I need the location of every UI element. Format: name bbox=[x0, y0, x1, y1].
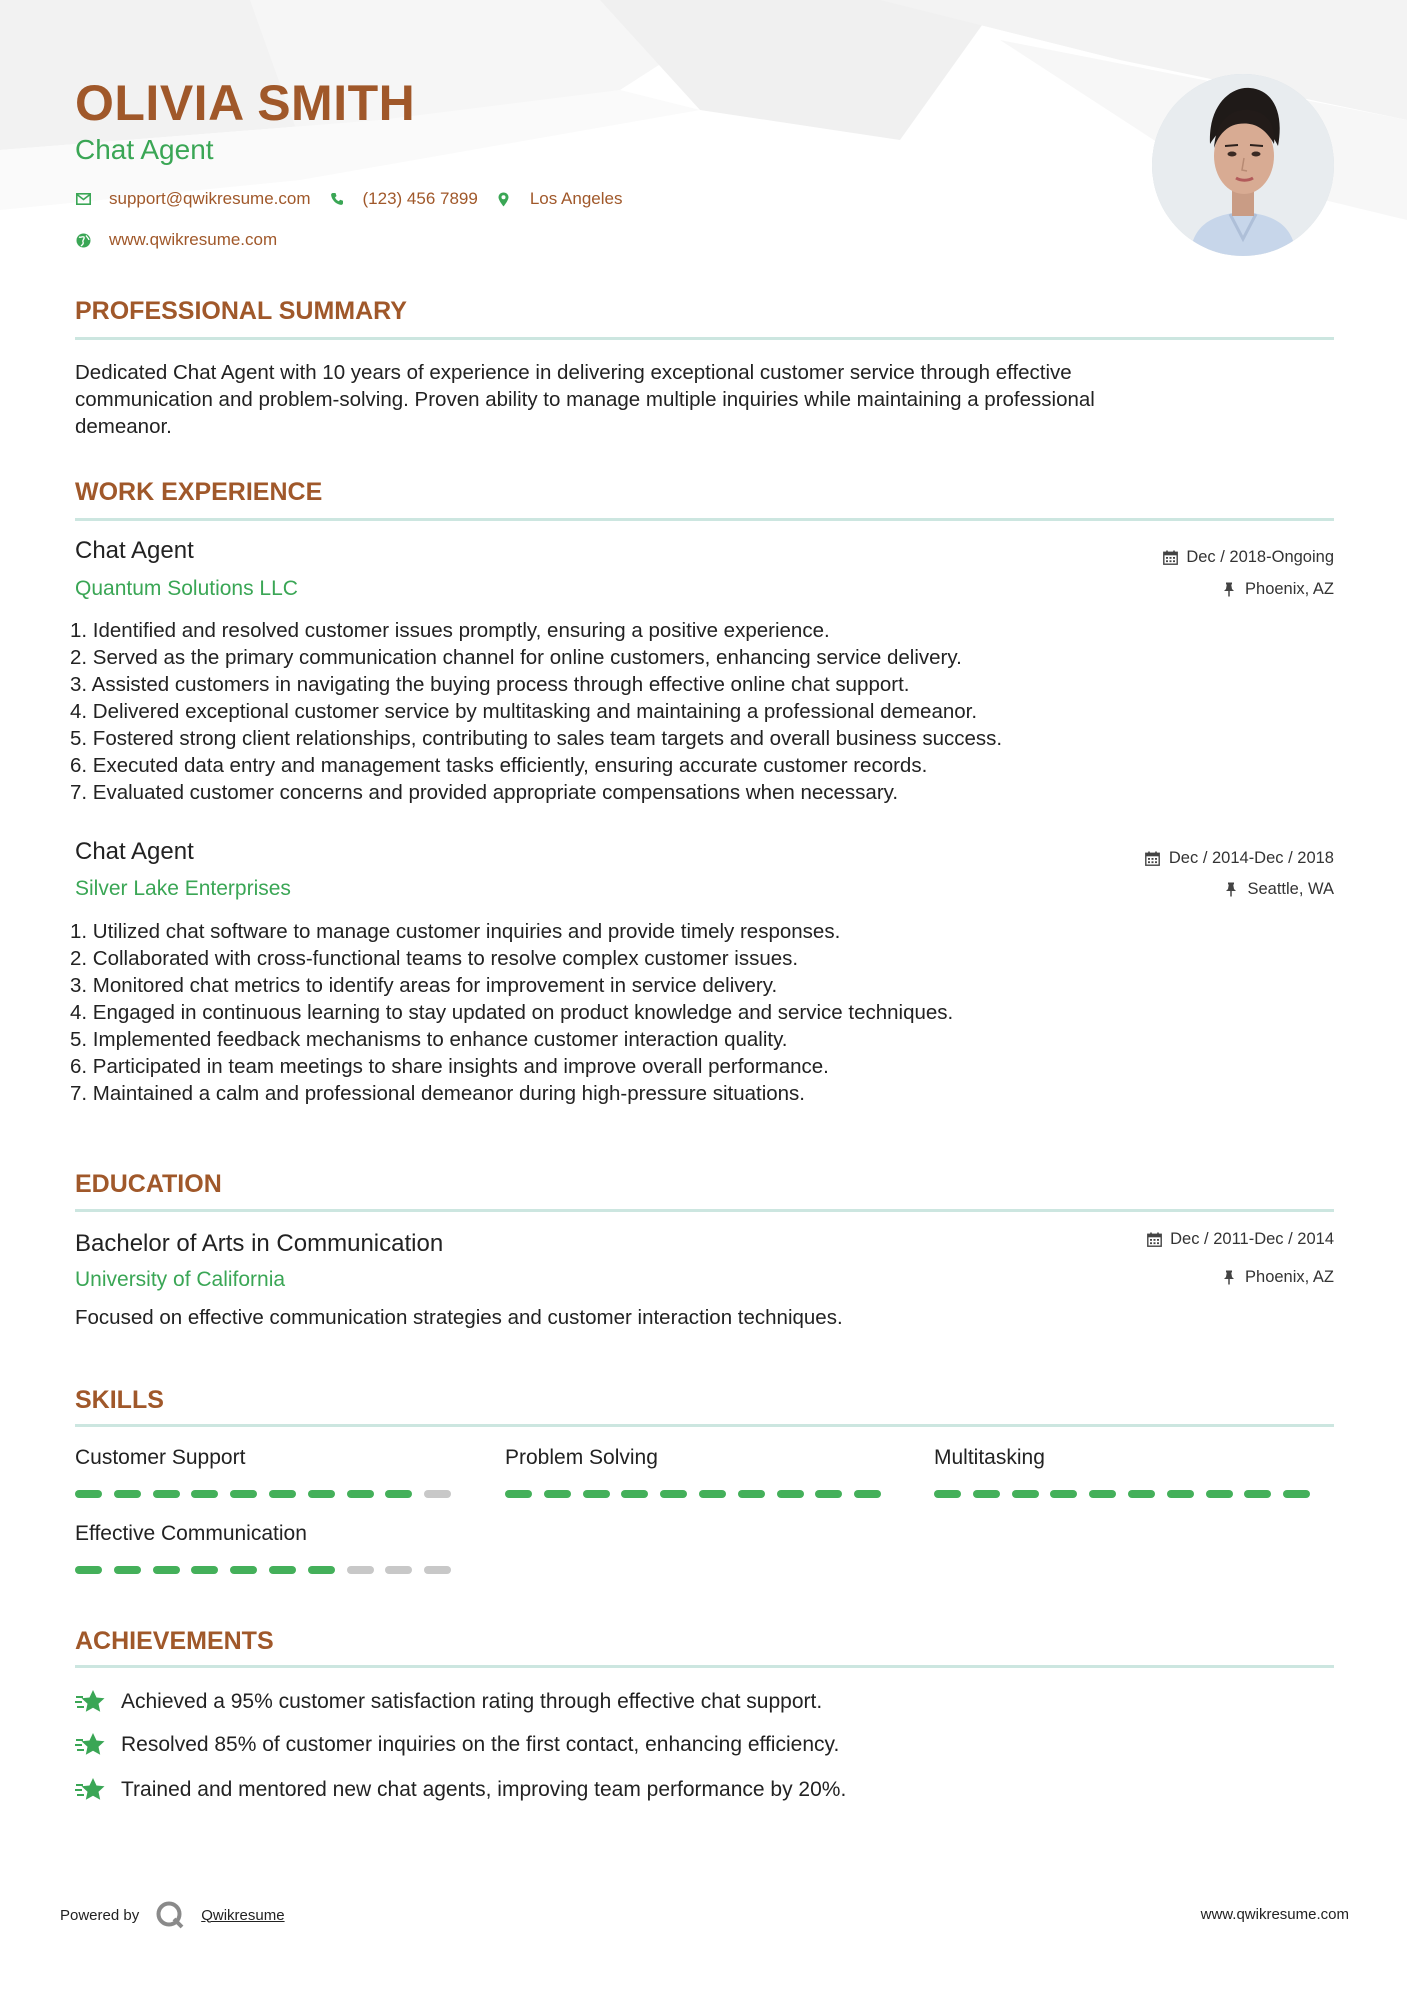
job-responsibilities bbox=[70, 617, 1329, 806]
star-icon bbox=[75, 1731, 107, 1759]
list-item: 6. Participated in team meetings to share insights and improve overall performance. bbox=[70, 1055, 829, 1078]
education-description: Focused on effective communication strategies and customer interaction techniques. bbox=[75, 1306, 843, 1329]
skill-level-bar bbox=[75, 1490, 463, 1498]
list-item: 1. Utilized chat software to manage customer inquiries and provide timely responses. bbox=[70, 920, 841, 943]
skill-item bbox=[505, 1446, 893, 1498]
location-text: Seattle, WA bbox=[1247, 880, 1334, 898]
skill-dash-filled bbox=[191, 1566, 218, 1574]
skill-dash-filled bbox=[1089, 1490, 1116, 1498]
envelope-icon bbox=[75, 191, 91, 207]
skill-dash-filled bbox=[269, 1566, 296, 1574]
skill-dash-filled bbox=[1128, 1490, 1155, 1498]
summary-line: demeanor. bbox=[75, 415, 172, 438]
calendar-icon bbox=[1146, 1232, 1162, 1248]
skill-dash-filled bbox=[621, 1490, 648, 1498]
star-icon bbox=[75, 1776, 107, 1804]
skill-dash-filled bbox=[114, 1490, 141, 1498]
job-company: Silver Lake Enterprises bbox=[75, 877, 291, 900]
section-divider bbox=[75, 1209, 1334, 1212]
skill-dash-empty bbox=[424, 1566, 451, 1574]
skill-dash-filled bbox=[1283, 1490, 1310, 1498]
achievement-item bbox=[75, 1731, 839, 1759]
list-item: 7. Maintained a calm and professional demeanor during high-pressure situations. bbox=[70, 1082, 806, 1105]
footer-website[interactable]: www.qwikresume.com bbox=[1200, 1906, 1349, 1923]
skill-dash-filled bbox=[114, 1566, 141, 1574]
list-item: 3. Assisted customers in navigating the buying process through effective online chat support. bbox=[70, 673, 910, 696]
skill-dash-filled bbox=[308, 1566, 335, 1574]
list-item: 4. Engaged in continuous learning to stay updated on product knowledge and service techniques. bbox=[70, 1001, 954, 1024]
pushpin-icon bbox=[1221, 582, 1237, 598]
skill-dash-filled bbox=[75, 1566, 102, 1574]
skill-dash-filled bbox=[1167, 1490, 1194, 1498]
job-responsibilities bbox=[70, 918, 1329, 1107]
contact-row-primary bbox=[75, 189, 640, 209]
skill-dash-empty bbox=[385, 1566, 412, 1574]
skill-label: Problem Solving bbox=[505, 1446, 658, 1469]
phone-icon bbox=[329, 191, 345, 207]
star-icon bbox=[75, 1688, 107, 1716]
list-item: 4. Delivered exceptional customer service by multitasking and maintaining a professional demeanor. bbox=[70, 700, 978, 723]
email-text: support@qwikresume.com bbox=[109, 189, 311, 208]
list-item: 1. Identified and resolved customer issues promptly, ensuring a positive experience. bbox=[70, 619, 830, 642]
skill-dash-filled bbox=[660, 1490, 687, 1498]
skill-dash-filled bbox=[191, 1490, 218, 1498]
summary-paragraph bbox=[75, 359, 1334, 440]
skill-label: Multitasking bbox=[934, 1446, 1045, 1469]
education-location bbox=[1221, 1268, 1334, 1287]
skill-dash-filled bbox=[973, 1490, 1000, 1498]
qwikresume-logo-icon bbox=[155, 1900, 185, 1930]
candidate-name: OLIVIA SMITH bbox=[75, 75, 416, 131]
achievement-text: Achieved a 95% customer satisfaction rating through effective chat support. bbox=[121, 1690, 823, 1713]
section-divider bbox=[75, 1424, 1334, 1427]
skill-item bbox=[934, 1446, 1322, 1498]
globe-icon bbox=[75, 232, 91, 248]
candidate-title: Chat Agent bbox=[75, 134, 214, 165]
achievement-item bbox=[75, 1688, 822, 1716]
summary-line: Dedicated Chat Agent with 10 years of experience in delivering exceptional customer service through effective bbox=[75, 361, 1072, 384]
qwikresume-link[interactable]: Qwikresume bbox=[201, 1906, 285, 1924]
dates-text: Dec / 2011-Dec / 2014 bbox=[1170, 1230, 1334, 1248]
skill-dash-filled bbox=[347, 1490, 374, 1498]
map-marker-icon bbox=[496, 191, 512, 207]
achievement-text: Resolved 85% of customer inquiries on the first contact, enhancing efficiency. bbox=[121, 1733, 840, 1756]
job-dates bbox=[1162, 548, 1334, 567]
skill-dash-filled bbox=[269, 1490, 296, 1498]
skill-dash-filled bbox=[308, 1490, 335, 1498]
footer-powered-by bbox=[60, 1900, 285, 1930]
education-dates bbox=[1146, 1230, 1334, 1249]
education-degree: Bachelor of Arts in Communication bbox=[75, 1230, 444, 1257]
achievement-item bbox=[75, 1776, 846, 1804]
skill-level-bar bbox=[75, 1566, 463, 1574]
location-text: Phoenix, AZ bbox=[1245, 580, 1334, 598]
pushpin-icon bbox=[1223, 882, 1239, 898]
list-item: 2. Collaborated with cross-functional teams to resolve complex customer issues. bbox=[70, 947, 799, 970]
skill-level-bar bbox=[505, 1490, 893, 1498]
list-item: 5. Implemented feedback mechanisms to enhance customer interaction quality. bbox=[70, 1028, 788, 1051]
phone-text: (123) 456 7899 bbox=[362, 189, 478, 208]
contact-website[interactable] bbox=[75, 230, 277, 250]
website-text: www.qwikresume.com bbox=[109, 230, 278, 249]
education-school: University of California bbox=[75, 1268, 286, 1291]
contact-location bbox=[496, 189, 623, 209]
skill-dash-filled bbox=[544, 1490, 571, 1498]
section-title-experience: WORK EXPERIENCE bbox=[75, 478, 323, 506]
skill-dash-filled bbox=[385, 1490, 412, 1498]
skill-dash-filled bbox=[854, 1490, 881, 1498]
job-dates bbox=[1145, 849, 1334, 868]
skill-dash-filled bbox=[153, 1490, 180, 1498]
skill-label: Customer Support bbox=[75, 1446, 246, 1469]
section-title-achievements: ACHIEVEMENTS bbox=[75, 1627, 274, 1655]
achievement-text: Trained and mentored new chat agents, improving team performance by 20%. bbox=[121, 1778, 847, 1801]
skill-label: Effective Communication bbox=[75, 1522, 307, 1545]
dates-text: Dec / 2018-Ongoing bbox=[1186, 548, 1334, 566]
skill-dash-filled bbox=[1050, 1490, 1077, 1498]
section-divider bbox=[75, 337, 1334, 340]
location-text: Los Angeles bbox=[529, 189, 623, 208]
skill-level-bar bbox=[934, 1490, 1322, 1498]
list-item: 5. Fostered strong client relationships, contributing to sales team targets and overall business success. bbox=[70, 727, 1003, 750]
profile-photo bbox=[1152, 74, 1334, 256]
section-divider bbox=[75, 1665, 1334, 1668]
job-company: Quantum Solutions LLC bbox=[75, 577, 298, 600]
skill-dash-filled bbox=[583, 1490, 610, 1498]
calendar-icon bbox=[1162, 550, 1178, 566]
skill-dash-filled bbox=[505, 1490, 532, 1498]
pushpin-icon bbox=[1221, 1270, 1237, 1286]
skill-dash-empty bbox=[424, 1490, 451, 1498]
skill-dash-empty bbox=[347, 1566, 374, 1574]
skill-dash-filled bbox=[738, 1490, 765, 1498]
job-location bbox=[1223, 880, 1334, 899]
contact-email[interactable] bbox=[75, 189, 311, 209]
powered-by-label: Powered by bbox=[60, 1906, 140, 1924]
job-title: Chat Agent bbox=[75, 838, 194, 865]
skill-dash-filled bbox=[230, 1490, 257, 1498]
skill-dash-filled bbox=[1244, 1490, 1271, 1498]
dates-text: Dec / 2014-Dec / 2018 bbox=[1168, 849, 1334, 867]
calendar-icon bbox=[1145, 851, 1161, 867]
skill-dash-filled bbox=[75, 1490, 102, 1498]
skill-dash-filled bbox=[777, 1490, 804, 1498]
section-title-summary: PROFESSIONAL SUMMARY bbox=[75, 297, 407, 325]
location-text: Phoenix, AZ bbox=[1245, 1268, 1334, 1286]
skill-dash-filled bbox=[230, 1566, 257, 1574]
job-title: Chat Agent bbox=[75, 537, 194, 564]
skill-item bbox=[75, 1522, 463, 1574]
list-item: 6. Executed data entry and management tasks efficiently, ensuring accurate customer records. bbox=[70, 754, 928, 777]
skill-item bbox=[75, 1446, 463, 1498]
list-item: 2. Served as the primary communication channel for online customers, enhancing service delivery. bbox=[70, 646, 962, 669]
list-item: 7. Evaluated customer concerns and provided appropriate compensations when necessary. bbox=[70, 781, 899, 804]
job-location bbox=[1221, 580, 1334, 599]
skill-dash-filled bbox=[153, 1566, 180, 1574]
skill-dash-filled bbox=[1012, 1490, 1039, 1498]
section-divider bbox=[75, 518, 1334, 521]
skill-dash-filled bbox=[1206, 1490, 1233, 1498]
skill-dash-filled bbox=[699, 1490, 726, 1498]
section-title-skills: SKILLS bbox=[75, 1386, 164, 1414]
contact-row-secondary bbox=[75, 230, 295, 250]
contact-phone[interactable] bbox=[329, 189, 478, 209]
skill-dash-filled bbox=[815, 1490, 842, 1498]
skill-dash-filled bbox=[934, 1490, 961, 1498]
list-item: 3. Monitored chat metrics to identify areas for improvement in service delivery. bbox=[70, 974, 778, 997]
section-title-education: EDUCATION bbox=[75, 1170, 222, 1198]
summary-line: communication and problem-solving. Proven ability to manage multiple inquiries while maintaining a professional bbox=[75, 388, 1095, 411]
